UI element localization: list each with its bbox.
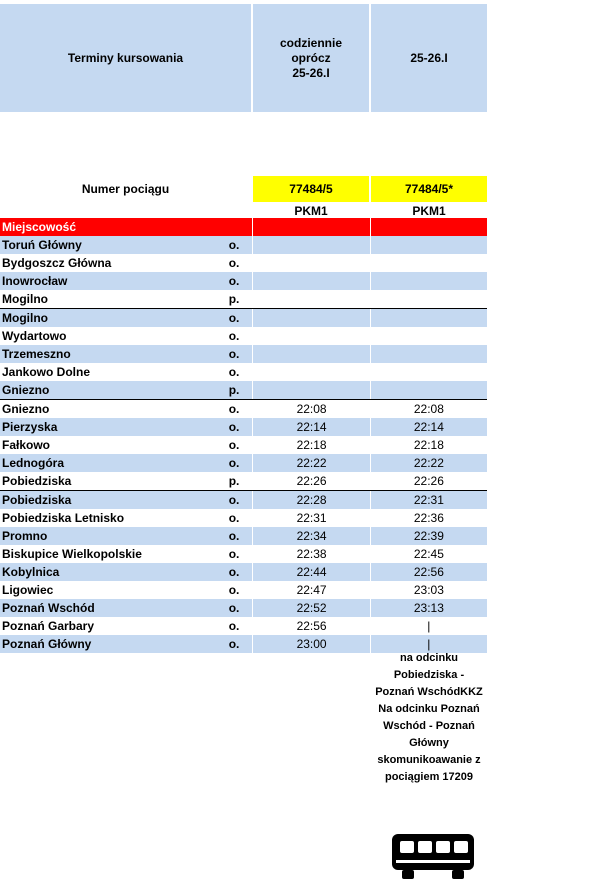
time-col1: 22:52 [252,599,369,617]
station-name: Jankowo Dolne [2,365,91,379]
table-row [0,254,487,272]
station-name: Fałkowo [2,438,51,452]
time-col2: 22:22 [370,454,487,472]
stop-type: p. [228,292,240,306]
time-col1: 22:18 [252,436,369,454]
stop-type: o. [228,274,240,288]
table-row [0,327,487,345]
time-col2 [370,272,487,290]
time-col2: 22:45 [370,545,487,563]
stop-type: o. [228,238,240,252]
table-row [0,236,487,254]
station-name: Biskupice Wielkopolskie [2,547,142,561]
station-name: Pobiedziska Letnisko [2,511,125,525]
time-col2 [370,381,487,399]
table-row [0,472,487,491]
table-row [0,272,487,290]
time-col1 [252,236,369,254]
stop-type: p. [228,474,240,488]
train-number-col2: 77484/5* [371,176,487,202]
time-col2 [370,218,487,236]
table-row [0,418,487,436]
station-name: Poznań Główny [2,637,92,651]
stop-type: o. [228,547,240,561]
dates-col1: codziennie oprócz 25-26.I [279,35,342,80]
time-col2: 22:31 [370,491,487,509]
time-col2: 22:56 [370,563,487,581]
timetable [0,218,487,653]
station-name: Kobylnica [2,565,60,579]
stop-type: p. [228,383,240,397]
stop-type: o. [228,365,240,379]
time-col1 [252,218,369,236]
station-name: Mogilno [2,292,48,306]
dates-label: Terminy kursowania [67,50,184,65]
station-name: Trzemeszno [2,347,71,361]
table-row [0,509,487,527]
stop-type: o. [228,511,240,525]
time-col1: 22:26 [252,472,369,490]
station-name: Wydartowo [2,329,67,343]
station-name: Pierzyska [2,420,58,434]
time-col2: 22:08 [370,400,487,418]
time-col1: 22:28 [252,491,369,509]
time-col1 [252,254,369,272]
time-col1 [252,327,369,345]
stop-type: o. [228,493,240,507]
stop-type: o. [228,311,240,325]
table-row [0,617,487,635]
table-row [0,381,487,400]
stop-type: o. [228,565,240,579]
station-name: Bydgoszcz Główna [2,256,112,270]
time-col1: 22:38 [252,545,369,563]
table-row [0,454,487,472]
stop-type: o. [228,402,240,416]
time-col1: 22:08 [252,400,369,418]
stop-type: o. [228,256,240,270]
stop-type: o. [228,601,240,615]
dates-label-cell [0,4,251,112]
time-col1 [252,363,369,381]
table-row [0,545,487,563]
train-category-col1: PKM1 [294,203,328,218]
stop-type [216,218,253,236]
stop-type: o. [228,420,240,434]
time-col2 [370,327,487,345]
time-col2: | [370,635,487,653]
table-row [0,563,487,581]
time-col2: 22:39 [370,527,487,545]
station-name: Inowrocław [2,274,68,288]
time-col2: 23:13 [370,599,487,617]
train-number-label: Numer pociągu [81,182,170,196]
table-row [0,436,487,454]
table-row [0,491,487,509]
station-name: Poznań Garbary [2,619,95,633]
stop-type: o. [228,438,240,452]
time-col1: 22:44 [252,563,369,581]
time-col1: 22:22 [252,454,369,472]
station-name: Toruń Główny [2,238,82,252]
table-row [0,363,487,381]
stop-type: o. [228,529,240,543]
time-col1: 23:00 [252,635,369,653]
time-col1 [252,309,369,327]
stop-type: o. [228,637,240,651]
table-row [0,345,487,363]
bus-icon [390,832,476,880]
time-col1 [252,345,369,363]
time-col1: 22:31 [252,509,369,527]
time-col1: 22:34 [252,527,369,545]
time-col2 [370,363,487,381]
dates-col1-cell [253,4,369,112]
time-col2: 22:18 [370,436,487,454]
station-name: Gniezno [2,383,50,397]
train-category-col2: PKM1 [412,203,446,218]
time-col1: 22:56 [252,617,369,635]
station-name: Lednogóra [2,456,64,470]
table-row [0,400,487,418]
station-name: Ligowiec [2,583,54,597]
time-col2: | [370,617,487,635]
time-col2 [370,309,487,327]
station-name: Mogilno [2,311,48,325]
table-row [0,309,487,327]
stop-type: o. [228,583,240,597]
station-name: Pobiedziska [2,474,72,488]
stop-type: o. [228,456,240,470]
time-col1 [252,272,369,290]
station-name: Gniezno [2,402,50,416]
time-col1: 22:47 [252,581,369,599]
time-col2 [370,236,487,254]
time-col2: 23:03 [370,581,487,599]
dates-col2: 25-26.I [410,50,448,65]
stop-type: o. [228,329,240,343]
route-note: na odcinku Pobiedziska - Poznań WschódKKZ Na odcinku Poznań Wschód - Poznań Główny skomunikoawanie z pociągiem 17209 [375,652,483,783]
table-row [0,599,487,617]
stop-type: o. [228,619,240,633]
dates-col2-cell [371,4,487,112]
time-col2 [370,290,487,308]
train-number-col1: 77484/5 [253,176,369,202]
time-col1 [252,290,369,308]
time-col2 [370,345,487,363]
table-row [0,581,487,599]
station-name: Pobiedziska [2,493,72,507]
time-col2 [370,254,487,272]
station-name: Poznań Wschód [2,601,95,615]
stop-type: o. [228,347,240,361]
time-col2: 22:14 [370,418,487,436]
station-name: Miejscowość [2,220,77,234]
station-name: Promno [2,529,48,543]
table-row [0,527,487,545]
bus-icon-svg [390,832,476,880]
table-row [0,290,487,309]
time-col1: 22:14 [252,418,369,436]
time-col1 [252,381,369,399]
time-col2: 22:36 [370,509,487,527]
table-row [0,218,487,236]
time-col2: 22:26 [370,472,487,490]
